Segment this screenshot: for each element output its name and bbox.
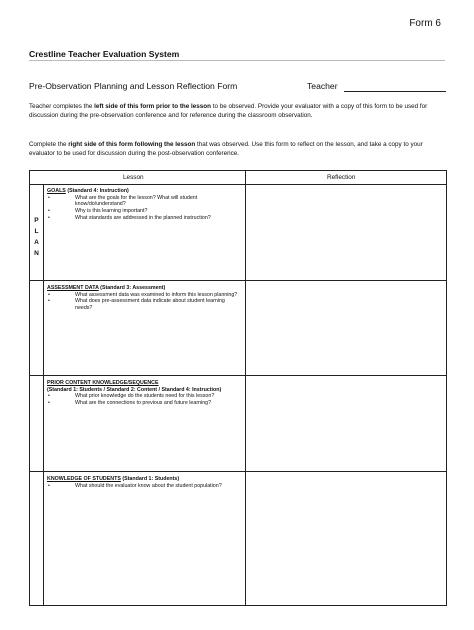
title-divider [29,60,445,61]
plan-letter: N [34,250,39,257]
knowledge-of-students-section [47,476,243,489]
system-title: Crestline Teacher Evaluation System [29,49,180,59]
list-item: • What are the connections to previous and future learning? [48,400,212,407]
list-item: • What standards are addressed in the planned instruction? [48,214,211,221]
section-title: PRIOR CONTENT KNOWLEDGE/SEQUENCE (Standard 1: Students / Standard 2: Content / Standard 4: Instruction) [47,380,222,393]
list-item: • What should the evaluator know about the student population? [48,482,222,489]
assessment-data-section [47,285,243,312]
instructions-paragraph-2: Complete the right side of this form following the lesson that was observed. Use this form to reflect on the lesson, and take a copy to your evaluator to be used for discussion during the post-observation conference. [29,141,423,157]
section-title: KNOWLEDGE OF STUDENTS (Standard 1: Students) [47,476,180,482]
plan-letter: L [34,228,39,235]
section-title: ASSESSMENT DATA (Standard 3: Assessment) [47,285,166,291]
planning-table [29,170,447,606]
plan-vertical-label [30,215,43,259]
form-number: Form 6 [409,18,441,29]
row-divider-2 [30,375,446,376]
column-divider-reflection [245,171,246,605]
list-item: • What does pre-assessment data indicate about student learning needs? [48,298,225,312]
list-item: • What are the goals for the lesson? What will student know/do/understand? [48,194,198,208]
row-divider-3 [30,471,446,472]
row-divider-1 [30,280,446,281]
list-item: • Why is this learning important? [48,208,148,215]
prior-content-knowledge-section [47,380,243,407]
instructions-paragraph-1: Teacher completes the left side of this form prior to the lesson to be observed. Provide your evaluator with a copy of this form to be used for discussion during the pre-observation conference and for reference during the classroom observation. [29,103,428,119]
reflection-column-header: Reflection [327,174,356,181]
goals-section [47,188,243,222]
form-title: Pre-Observation Planning and Lesson Reflection Form [29,81,238,91]
teacher-label: Teacher [307,81,338,91]
lesson-column-header: Lesson [123,174,144,181]
list-item: • What assessment data was examined to inform this lesson planning? [48,291,238,298]
plan-letter: A [34,239,39,246]
header-row-divider [30,184,446,185]
plan-letter: P [34,217,39,224]
column-divider-plan [43,185,44,605]
section-title: GOALS (Standard 4: Instruction) [47,188,129,194]
list-item: • What prior knowledge do the students need for this lesson? [48,393,215,400]
teacher-name-field[interactable] [344,91,446,92]
